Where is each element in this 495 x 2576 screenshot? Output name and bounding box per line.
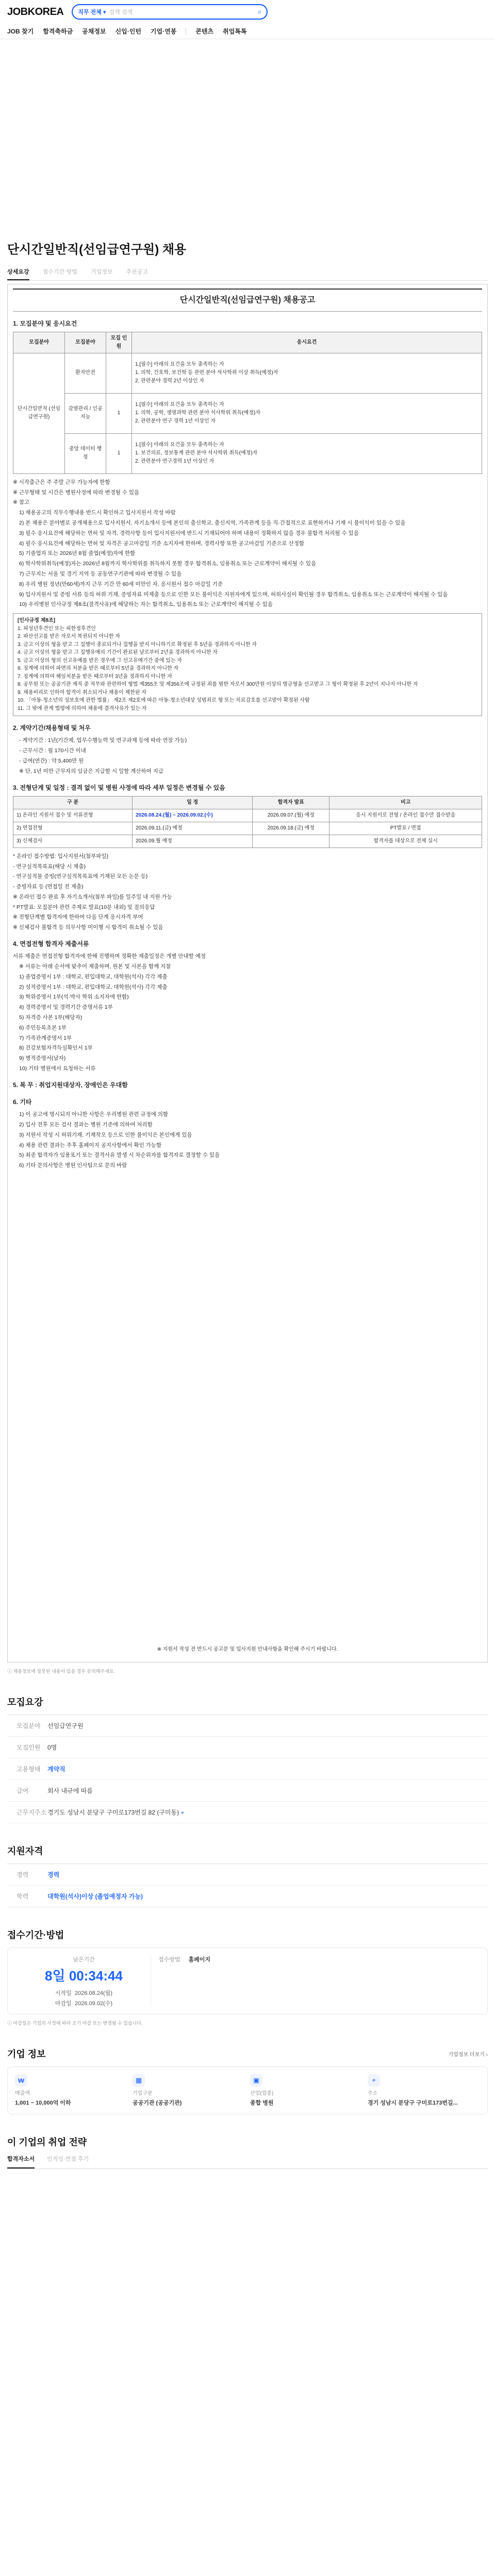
employment-type-link[interactable]: 계약직 (47, 1766, 65, 1773)
company-item-value: 공공기관 (공공기관) (133, 2100, 182, 2106)
table-cell: 2026.08.24.(월) ~ 2026.09.02.(수) (133, 809, 253, 822)
company-item-revenue (15, 2074, 127, 2107)
method-value: 홈페이지 (188, 1957, 211, 1963)
note-line: ※ 신체검사 불합격 등 의무사항 미이행 시 합격이 취소될 수 있음 (13, 924, 163, 931)
note-line: ※ 온라인 접수 완료 후 자기소개서(첨부 파일)를 일주일 내 지원 가능 (13, 893, 172, 900)
table-cell: 2026.09.07.(월) 예정 (253, 809, 329, 822)
company-card (7, 2066, 488, 2114)
section-6-title: 6. 기타 (13, 1098, 32, 1106)
info-icon: ⓘ (7, 2021, 12, 2026)
strategy-tabs (7, 2155, 488, 2169)
end-label: 마감일 (55, 2000, 72, 2007)
main-nav (0, 24, 495, 39)
note-line: ※ 단, 1년 미만 근무자의 임금은 지급할 시 일할 계산하여 지급 (19, 768, 164, 774)
recruit-row (7, 1737, 488, 1758)
section-3-title: 3. 전형단계 및 일정 : 결격 없이 및 병원 사정에 따라 세부 일정은 변경될 수 있음 (13, 784, 225, 791)
job-tabs (7, 267, 488, 281)
search-bar[interactable] (72, 4, 268, 20)
note-box-line: 9. 채용비리로 인하여 합격이 취소되거나 채용이 제한된 자 (18, 689, 146, 696)
list-item: 2) 성적증명서 1부 : 대학교, 편입대학교, 대학원(석사) 각각 제출 (19, 984, 168, 990)
table-cell: 환자안전 (65, 353, 106, 393)
building-icon: ▦ (133, 2074, 145, 2087)
note-box-title: [인사규정 제8조] (18, 618, 55, 624)
table-header: 모집분야 (13, 332, 65, 353)
list-item: 6) 학사학위취득(예정)자는 2026년 8월까지 학사학위를 취득하지 못할 경우 합격취소, 임용취소 또는 근로계약이 해지될 수 있음 (19, 561, 317, 567)
table-header: 일 정 (133, 796, 253, 809)
recruit-summary-heading: 모집요강 (7, 1697, 43, 1707)
table-cell: 응시 지원서로 전형 / 온라인 접수만 접수받음 (329, 809, 482, 822)
list-item: 4) 채용 관련 결과는 추후 홈페이지 공지사항에서 확인 가능함 (19, 1142, 162, 1148)
location-pin-icon: ⌖ (368, 2074, 380, 2087)
list-item: 5) 기졸업자 또는 2026년 8월 졸업(예정)자에 한함 (19, 550, 136, 557)
company-more-link[interactable]: 기업정보 더보기 › (448, 2052, 488, 2058)
period-right (151, 1955, 210, 2007)
company-item-label: 매출액 (15, 2091, 30, 2096)
note-box-line: 7. 징계에 의하여 해임처분을 받은 때로부터 3년을 경과하지 아니한 자 (18, 673, 172, 680)
method-label: 접수방법 (158, 1957, 180, 1963)
recruit-row (7, 1802, 488, 1823)
start-label: 시작일 (55, 1990, 72, 1996)
table-cell: 2026.09.11.(금) 예정 (133, 822, 253, 835)
search-input[interactable]: 검색 검색 (109, 9, 133, 15)
table-cell: 3) 신체검사 (13, 835, 133, 848)
report-note-text: 채용정보에 잘못된 내용이 있을 경우 문의해주세요. (13, 1669, 116, 1674)
note-box-line: 6. 징계에 의하여 파면의 처분을 받은 때로부터 5년을 경과하지 아니한 자 (18, 666, 179, 672)
company-item-type (133, 2074, 245, 2107)
list-item: 4) 경력증명서 및 경력기간 증명서류 1부 (19, 1004, 113, 1011)
section-6-body (13, 1110, 482, 1170)
list-item: 10) 우리병원 인사규정 제8조(결격사유)에 해당하는 자는 합격취소, 임용취소 또는 근로계약이 해지될 수 있음 (19, 601, 273, 608)
table-cell: 감염관리 / 인공지능 (65, 393, 106, 433)
strategy-heading: 이 기업의 취업 전략 (7, 2137, 87, 2147)
schedule-table (13, 796, 482, 848)
list-item: 3) 필수 응시요건에 해당하는 면허 및 자격, 경력사항 등이 입사지원서에 반드시 기재되어야 하며 내용이 정확하지 않을 경우 불합격 처리될 수 있음 (19, 530, 359, 536)
table-header: 합격자 발표 (253, 796, 329, 809)
list-item: ※ 서류는 아래 순서에 맞추어 제출하며, 원본 및 사본을 함께 지참 (19, 963, 171, 970)
recruit-key: 모집인원 (16, 1744, 41, 1751)
table-header: 모집분야 (65, 332, 106, 353)
table-cell: 1.[필수] 아래의 요건을 모두 충족하는 자 1. 의학, 공학, 생명과학 관련 분야 석사학위 취득(예정)자 2. 관련분야 연구 경력 1년 이상인 자 (132, 393, 482, 433)
tab-company[interactable]: 기업정보 (90, 269, 113, 275)
list-item: 3) 학위증명서 1부(석·박사 학위 소지자에 한함) (19, 994, 129, 1001)
report-error-note[interactable] (7, 1668, 488, 1674)
search-icon[interactable]: ⌕ (258, 8, 262, 15)
list-item: 1) 졸업증명서 1부 : 대학교, 편입대학교, 대학원(석사) 각각 제출 (19, 973, 168, 980)
company-item-industry (250, 2074, 362, 2107)
list-item: 6) 기타 문의사항은 병원 인사팀으로 문의 바람 (19, 1162, 127, 1169)
table-header: 모집 인원 (106, 332, 132, 353)
note-line: - 증빙자료 등 (면접일 전 제출) (13, 884, 84, 890)
tab-recommend[interactable]: 추천공고 (126, 269, 148, 275)
note-box-line: 5. 금고 이상의 형의 선고유예를 받은 경우에 그 선고유예기간 중에 있는 자 (18, 657, 183, 664)
search-scope-label: 직무 전체 (78, 9, 102, 15)
table-cell: 2026.09.18.(금) 예정 (253, 822, 329, 835)
note-box-line: 4. 금고 이상의 형을 받고 그 집행유예의 기간이 완료된 날로부터 2년을 경과하지 아니한 자 (18, 650, 218, 656)
recruit-key: 모집분야 (16, 1722, 41, 1730)
section-3-notes (13, 852, 482, 932)
list-item: 8) 우리 병원 정년(만60세)까지 근무 기간 만 60세 미만인 자, 응시원서 접수 마감일 기준 (19, 581, 223, 587)
table-cell: 2026.09.월 예정 (133, 835, 253, 848)
period-heading: 접수기간·방법 (7, 1930, 64, 1940)
section-1-notes (13, 478, 482, 609)
tab-detail[interactable]: 상세요강 (7, 267, 29, 280)
table-cell: 1) 온라인 지원서 접수 및 서류전형 (13, 809, 133, 822)
tab-interview-review[interactable]: 인적성·면접 후기 (47, 2156, 89, 2162)
note-line: - 연구실적물 증빙(연구실적목록표에 기재된 모든 논문 등) (13, 873, 148, 880)
list-item: 1) 이 공고에 명시되지 아니한 사항은 우리병원 관련 규정에 의함 (19, 1111, 169, 1118)
recruit-row (7, 1780, 488, 1802)
company-heading: 기업 정보 (7, 2049, 46, 2059)
end-date: 2026.09.02(수) (75, 2000, 113, 2007)
list-item: 5) 최종 합격자가 임용포기 또는 결격사유 발생 시 차순위자를 합격자로 결정할 수 있음 (19, 1152, 220, 1159)
company-item-label: 주소 (368, 2091, 378, 2096)
table-cell: 1.[필수] 아래의 요건을 모두 충족하는 자 1. 의학, 간호학, 보건학 등 관련 분야 석사학위 이상 취득(예정)자 2. 관련분야 경력 2년 이상인 자 (132, 353, 482, 393)
info-icon: ⓘ (7, 1669, 12, 1674)
note-line: * PT발표: 모집분야 관련 주제로 발표(10분 내외) 및 질의응답 (13, 904, 155, 910)
nav-job-talk[interactable]: 취업톡톡 (223, 28, 247, 35)
nav-newbie-intern[interactable]: 신입·인턴 (115, 28, 141, 35)
list-item: 10) 기타 병원에서 요청하는 서류 (19, 1065, 96, 1072)
period-dates (55, 1989, 112, 2009)
note-box-line: 8. 공무원 또는 공공기관 재직 중 직무와 관련하여 형법 제355조 및 제356조에 규정된 죄를 범한 자로서 300만원 이상의 벌금형을 선고받고 그 형이 확정된 후 2년이 지나지 아니한 자 (18, 682, 418, 688)
period-left (17, 1955, 151, 2007)
list-item: 5) 자격증 사본 1부(해당자) (19, 1014, 82, 1021)
company-item-value: 경기 성남시 분당구 구미로173번길... (368, 2100, 458, 2106)
remain-label: 남은기간 (73, 1957, 95, 1963)
chevron-down-icon: ▾ (103, 9, 106, 15)
list-item: 7) 근무지는 서울 및 경기 지역 등 공동연구기관에 따라 변경될 수 있음 (19, 570, 182, 577)
section-2-body (13, 736, 482, 775)
education-value: 대학원(석사)이상 (졸업예정자 가능) (47, 1893, 143, 1900)
list-item: - 계약기간 : 1년(기간제, 업무수행능력 및 연구과제 등에 따라 연장 가능) (19, 737, 187, 744)
posting-heading: 단시간일반직(선임급연구원) 채용공고 (13, 289, 482, 312)
list-item: 8) 건강보험자격득실확인서 1부 (19, 1045, 93, 1052)
note-line: 서류 제출은 면접전형 합격자에 한해 진행하며 정확한 제출일정은 개별 안내할 예정 (13, 953, 206, 960)
company-item-address (368, 2074, 480, 2107)
nav-congrats-bonus[interactable]: 합격축하금 (43, 28, 73, 35)
address-text: 경기도 성남시 분당구 구미로173번길 82 (구미동) (47, 1809, 179, 1816)
job-posting-body (7, 284, 488, 1663)
company-item-label: 산업(업종) (250, 2091, 274, 2096)
list-item: 3) 지원서 작성 시 허위기재, 기재착오 등으로 인한 불이익은 본인에게 있음 (19, 1131, 192, 1138)
note-box-line: 11. 그 밖에 관계 법령에 의하여 채용에 결격사유가 있는 자 (18, 705, 147, 711)
table-cell: 1.[필수] 아래의 요건을 모두 충족하는 자 1. 보건의료, 정보통계 관련 분야 석사학위 취득(예정)자 2. 관련분야 연구경력 1년 이상인 자 (132, 433, 482, 473)
section-5-title: 5. 복 무 : 취업지원대상자, 장애인은 우대함 (13, 1081, 128, 1089)
company-item-value: 종합 병원 (250, 2100, 274, 2106)
section-4-title: 4. 면접전형 합격자 제출서류 (13, 940, 89, 948)
note-box-line: 3. 금고 이상의 형을 받고 그 집행이 종료되거나 집행을 받지 아니하기로 확정된 후 5년을 경과하지 아니한 자 (18, 641, 257, 648)
recruit-key: 급여 (16, 1787, 29, 1794)
section-2-title: 2. 계약기간/채용형태 및 처우 (13, 724, 91, 732)
note-box-line: 2. 파산선고를 받은 자로서 복권되지 아니한 자 (18, 634, 120, 640)
list-item: 4) 필수 응시요건에 해당하는 면허 및 자격은 공고마감일 기준 소지자에 한하며, 경력사항 또한 공고마감일 기준으로 산정함 (19, 540, 305, 547)
nav-job-search[interactable]: JOB 찾기 (7, 28, 34, 35)
recruit-summary (7, 1715, 488, 1823)
section-4-body (13, 952, 482, 1073)
table-cell (106, 353, 132, 393)
career-value: 경력 (47, 1871, 60, 1878)
qual-key: 경력 (16, 1871, 29, 1878)
list-item: 9) 입사지원서 및 증빙 서류 등의 허위 기재, 증빙자료 미제출 등으로 인한 모든 불이익은 지원자에게 있으며, 허위사실이 확인될 경우 합격취소, 임용취소 또는 근로계약이 해지될 수 있음 (19, 591, 448, 598)
recruit-key: 근무지주소 (16, 1809, 46, 1816)
table-cell (253, 835, 329, 848)
table-cell: 2) 면접전형 (13, 822, 133, 835)
jobkorea-logo[interactable]: JOBKOREA (7, 6, 64, 18)
note-line: ※ 참고 (13, 499, 30, 506)
recruit-value: 회사 내규에 따름 (47, 1787, 93, 1794)
recruit-value (47, 1808, 488, 1817)
qual-row (7, 1886, 488, 1907)
period-note (7, 2020, 488, 2026)
qual-key: 학력 (16, 1893, 29, 1900)
qualification-heading: 지원자격 (7, 1846, 43, 1856)
table-header: 구 분 (13, 796, 133, 809)
table-header: 비고 (329, 796, 482, 809)
note-line: ※ 근무형태 및 시간은 병원사정에 따라 변경될 수 있음 (13, 489, 140, 496)
note-line: ※ 전형단계별 합격자에 한하여 다음 단계 응시자격 부여 (13, 914, 143, 921)
tab-cover-letter[interactable]: 합격자소서 (7, 2155, 35, 2168)
qual-row (7, 1864, 488, 1886)
list-item: 2) 입사 전후 모든 검사 결과는 병원 기준에 의하여 처리함 (19, 1122, 153, 1128)
table-cell-group: 단시간일반직 (선임급연구원) (13, 353, 65, 473)
nav-company-salary[interactable]: 기업·연봉 (150, 28, 177, 35)
recruit-value: 0명 (47, 1744, 57, 1751)
recruit-field-table (13, 332, 482, 474)
list-item: - 근무시간 : 월 170시간 이내 (19, 748, 86, 754)
posting-footnote: ※ 지원서 작성 전 반드시 공고문 및 입사지원 안내사항을 확인해 주시기 바랍니다. (157, 1647, 338, 1652)
list-item: 6) 주민등록초본 1부 (19, 1024, 67, 1031)
recruit-value (47, 1765, 488, 1773)
nav-public-recruit[interactable]: 공채정보 (82, 28, 106, 35)
company-more-label: 기업정보 더보기 (448, 2052, 485, 2058)
job-title: 단시간일반직(선임급연구원) 채용 (7, 243, 187, 257)
company-item-label: 기업구분 (133, 2091, 153, 2096)
qualification-summary (7, 1863, 488, 1907)
note-line: ※ 시작출근은 주 주말 근무 가능자에 한함 (13, 479, 110, 485)
top-bar (0, 0, 495, 24)
table-header: 응시요건 (132, 332, 482, 353)
recruit-row (7, 1758, 488, 1780)
search-scope-dropdown[interactable] (78, 8, 106, 16)
period-card (7, 1947, 488, 2014)
hr-regulation-box (13, 613, 482, 716)
company-item-value: 1,001 ~ 10,000억 이하 (15, 2100, 71, 2106)
note-line: - 연구실적목록표(해당 시 제출) (13, 863, 86, 870)
table-cell: 1 (106, 393, 132, 433)
note-box-line: 10. 「아동·청소년의 성보호에 관한 법률」 제2조 제2호에 따른 아동·청소년대상 성범죄로 형 또는 치료감호를 선고받아 확정된 사람 (18, 698, 310, 704)
recruit-key: 고용형태 (16, 1766, 41, 1773)
tab-period[interactable]: 접수기간·방법 (42, 269, 77, 275)
remain-countdown: 8일 00:34:44 (45, 1968, 123, 1984)
section-1-title: 1. 모집분야 및 응시요건 (13, 319, 77, 327)
list-item: 2) 본 채용은 분야별로 공개채용으로 입사지원서, 자기소개서 등에 본인의 출신학교, 출신지역, 가족관계 등을 직·간접적으로 표현하거나 기재 시 불이익이 있을 수 있음 (19, 519, 406, 526)
start-date: 2026.08.24(월) (75, 1990, 113, 1996)
recruit-value: 선임급연구원 (47, 1722, 84, 1730)
qual-value (47, 1892, 488, 1901)
list-item: 9) 병적증명서(남자) (19, 1055, 66, 1062)
note-box-line: 1. 피성년후견인 또는 피한정후견인 (18, 625, 96, 632)
coin-icon: ₩ (15, 2074, 27, 2087)
table-cell: 중앙 데이터 행정 (65, 433, 106, 473)
table-cell: 합격자를 대상으로 전체 실시 (329, 835, 482, 848)
qual-value (47, 1870, 488, 1879)
briefcase-icon: ▣ (250, 2074, 262, 2087)
table-cell: PT발표 / 면접 (329, 822, 482, 835)
list-item: - 급여(연간) : 약 5,400만 원 (19, 757, 84, 764)
table-cell: 1 (106, 433, 132, 473)
period-note-text: 마감일은 기업의 사정에 따라 조기 마감 또는 변경될 수 있습니다. (13, 2021, 143, 2026)
note-line: * 온라인 접수방법: 입사지원서(첨부파일) (13, 853, 109, 859)
recruit-row (7, 1715, 488, 1737)
nav-contents[interactable]: 콘텐츠 (195, 28, 214, 35)
list-item: 1) 채용공고의 직무수행내용 반드시 확인하고 입사지원서 작성 바람 (19, 510, 176, 516)
list-item: 7) 가족관계증명서 1부 (19, 1035, 72, 1041)
map-icon[interactable]: ⌖ (180, 1809, 185, 1816)
